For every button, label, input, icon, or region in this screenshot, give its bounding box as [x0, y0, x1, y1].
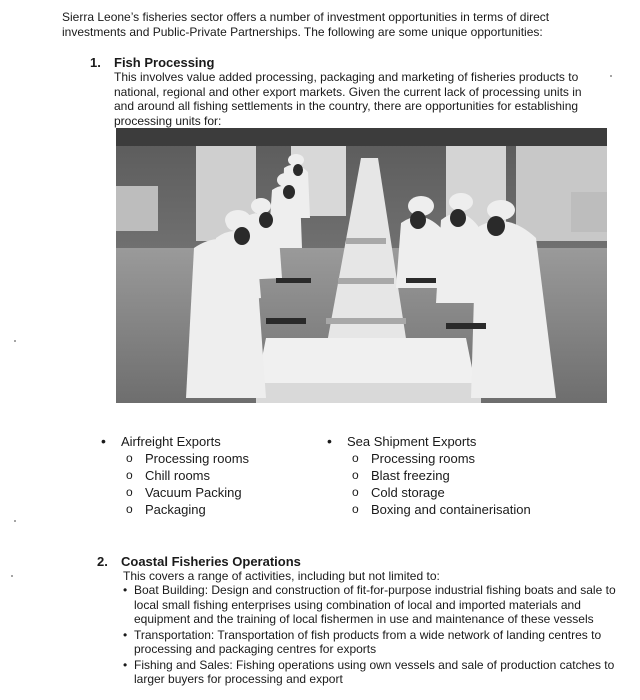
section-2-title: Coastal Fisheries Operations [121, 554, 301, 569]
section-2-number: 2. [97, 554, 108, 569]
list-item: o Chill rooms [101, 467, 321, 484]
section-2-body: This covers a range of activities, including but not limited to: [123, 569, 440, 583]
list-item: • Transportation: Transportation of fish products from a wide network of landing centres to processing and packaging centres for exports [121, 628, 621, 657]
list-item: • Fishing and Sales: Fishing operations using own vessels and sale of production catches to larger buyers for processing and export [121, 658, 621, 687]
list-item: o Processing rooms [101, 450, 321, 467]
list-item: o Blast freezing [327, 467, 617, 484]
photo-illustration [116, 128, 607, 403]
list-item: • Boat Building: Design and construction of fit-for-purpose industrial fishing boats and sale to local small fishing enterprises using combination of local and imported materials and equipment and the training of local fishermen in use and maintenance of these vessels [121, 583, 621, 627]
list-item: o Processing rooms [327, 450, 617, 467]
section-1-body: This involves value added processing, packaging and marketing of fisheries products to national, regional and other export markets. Given the current lack of processing units in and around all fishing settlements in the country, there are opportunities for establishing processing units for: [114, 70, 582, 128]
sea-shipment-title: • Sea Shipment Exports [327, 433, 617, 450]
intro-paragraph: Sierra Leone’s fisheries sector offers a number of investment opportunities in terms of direct investments and Public-Private Partnerships. The following are some unique opportunities: [62, 10, 550, 39]
list-item: o Packaging [101, 501, 321, 518]
list-item: o Cold storage [327, 484, 617, 501]
sea-shipment-list [327, 433, 617, 518]
section-2-heading [97, 554, 301, 570]
scan-speck [14, 520, 16, 522]
airfreight-title: • Airfreight Exports [101, 433, 321, 450]
section-1-title: Fish Processing [114, 55, 215, 70]
scan-speck [610, 75, 612, 77]
scan-speck [11, 575, 13, 577]
scan-speck [14, 340, 16, 342]
list-item: o Vacuum Packing [101, 484, 321, 501]
section-2-bullets [121, 583, 621, 688]
airfreight-list [101, 433, 321, 518]
section-1-heading [90, 55, 214, 71]
fish-processing-photo [116, 128, 607, 403]
section-1-number: 1. [90, 55, 101, 70]
list-item: o Boxing and containerisation [327, 501, 617, 518]
